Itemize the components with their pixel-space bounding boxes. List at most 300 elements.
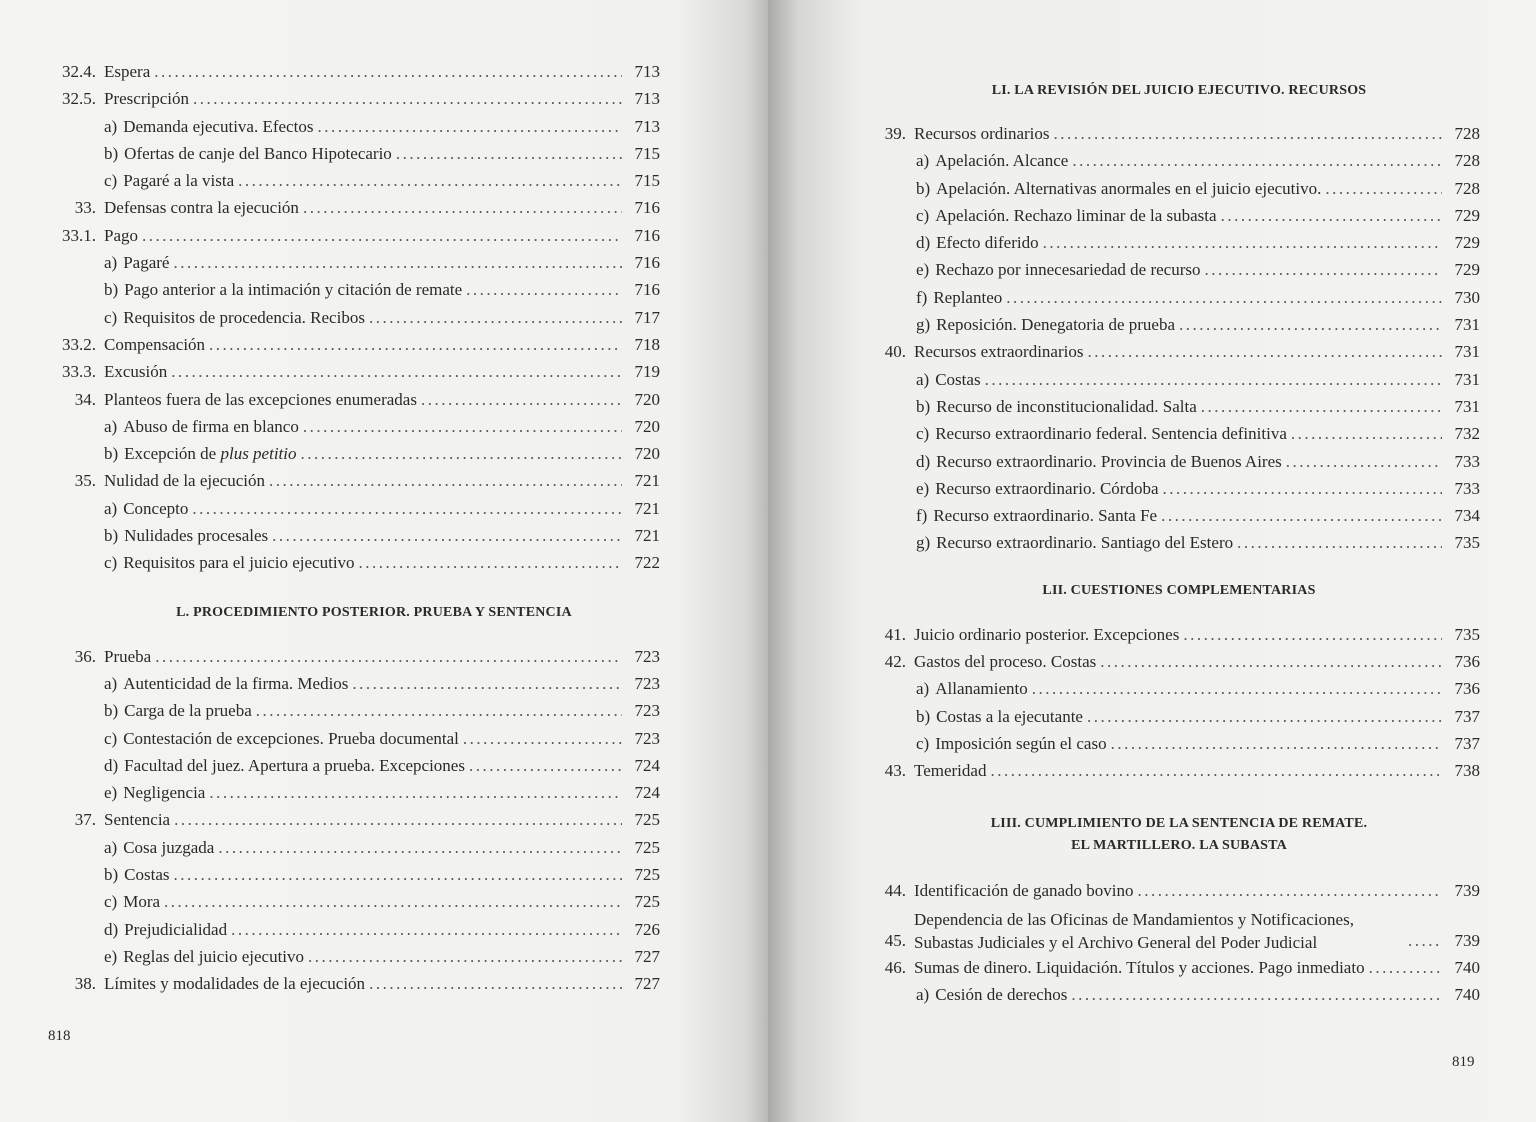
entry-label — [104, 358, 167, 385]
leader-dots — [317, 113, 622, 140]
entry-page: 720 — [634, 444, 660, 464]
entry-page: 726 — [634, 919, 660, 939]
entry-letter: c) — [916, 424, 930, 444]
entry-label — [48, 413, 299, 440]
toc-entry — [48, 85, 660, 112]
page-number: 818 — [48, 1028, 71, 1044]
entry-text: Identificación de ganado bovino — [914, 880, 1134, 900]
toc-entry — [48, 861, 660, 888]
entry-label — [48, 888, 160, 915]
entry-page: 733 — [1454, 451, 1480, 471]
entry-text: Reposición. Denegatoria de prueba — [936, 315, 1176, 335]
entry-text: Prescripción — [104, 89, 189, 109]
entry-label — [878, 475, 1159, 502]
entry-label — [48, 249, 169, 276]
entry-letter: f) — [916, 287, 928, 307]
entry-text: Recurso extraordinario. Provincia de Buenos Aires — [936, 451, 1282, 471]
entry-page: 729 — [1454, 205, 1480, 225]
entry-label — [914, 908, 1404, 954]
entry-page: 716 — [634, 225, 660, 245]
toc-entry — [878, 338, 1480, 365]
toc-entry — [48, 970, 660, 997]
entry-page: 731 — [1454, 369, 1480, 389]
entry-letter: a) — [916, 985, 930, 1005]
leader-dots — [421, 386, 622, 413]
leader-dots — [256, 697, 622, 724]
entry-label — [878, 311, 1175, 338]
entry-page: 728 — [1454, 124, 1480, 143]
entry-page: 734 — [1454, 506, 1480, 526]
entry-page: 732 — [1454, 424, 1480, 444]
leader-dots — [1221, 202, 1442, 229]
toc-entry — [878, 877, 1480, 904]
entry-label — [878, 229, 1039, 256]
entry-page: 724 — [634, 755, 660, 775]
entry-label — [914, 338, 1083, 365]
entry-text: Gastos del proceso. Costas — [914, 652, 1097, 672]
entry-text: Prejudicialidad — [124, 919, 228, 939]
entry-text: Recurso extraordinario. Santiago del Estero — [936, 533, 1234, 553]
entry-page: 721 — [634, 526, 660, 546]
leader-dots — [1286, 448, 1442, 475]
toc-entry — [48, 58, 660, 85]
leader-dots — [1043, 229, 1442, 256]
entry-label — [878, 675, 1028, 702]
leader-dots — [1111, 730, 1442, 757]
toc-entry — [48, 549, 660, 576]
section-title: LI. LA REVISIÓN DEL JUICIO EJECUTIVO. RECURSOS — [991, 83, 1367, 98]
entry-label — [104, 194, 299, 221]
leader-dots — [173, 249, 622, 276]
entry-text: Pago — [104, 225, 138, 245]
entry-text: Excusión — [104, 362, 168, 382]
toc-entry — [48, 725, 660, 752]
toc-entry — [48, 304, 660, 331]
leader-dots — [469, 752, 622, 779]
toc-entry — [878, 757, 1480, 784]
entry-label — [878, 393, 1197, 420]
leader-dots — [1100, 648, 1442, 675]
right-toc — [878, 80, 1480, 1008]
entry-page: 737 — [1454, 706, 1480, 726]
entry-text: Pagaré — [123, 253, 170, 273]
entry-page: 721 — [634, 471, 660, 491]
entry-letter: d) — [916, 451, 931, 471]
leader-dots — [1032, 675, 1442, 702]
entry-page: 720 — [634, 389, 660, 409]
entry-text: Imposición según el caso — [935, 733, 1107, 753]
entry-label — [914, 648, 1096, 675]
entry-number: 35. — [74, 471, 96, 491]
toc-entry — [878, 675, 1480, 702]
leader-dots — [1183, 621, 1442, 648]
entry-page: 731 — [1454, 315, 1480, 335]
entry-label — [48, 779, 205, 806]
entry-page: 736 — [1454, 652, 1480, 672]
leader-dots — [301, 440, 623, 467]
toc-entry — [48, 140, 660, 167]
leader-dots — [359, 549, 622, 576]
toc-entry — [48, 413, 660, 440]
entry-page: 716 — [634, 280, 660, 300]
entry-text: Requisitos para el juicio ejecutivo — [123, 553, 355, 573]
entry-text: Costas a la ejecutante — [936, 706, 1083, 726]
entry-number: 34. — [74, 389, 96, 409]
entry-page: 715 — [634, 171, 660, 191]
toc-entry — [878, 475, 1480, 502]
entry-text: Cesión de derechos — [935, 985, 1068, 1005]
leader-dots — [174, 861, 622, 888]
leader-dots — [1161, 502, 1442, 529]
entry-label — [48, 495, 188, 522]
leader-dots — [154, 58, 622, 85]
leader-dots — [142, 222, 622, 249]
toc-entry — [48, 167, 660, 194]
entry-text: Apelación. Alternativas anormales en el juicio ejecutivo. — [936, 178, 1322, 198]
entry-page: 719 — [634, 362, 660, 382]
entry-text: Recurso extraordinario federal. Sentencia definitiva — [935, 424, 1287, 444]
entry-text: Sentencia — [104, 810, 171, 830]
leader-dots — [164, 888, 622, 915]
entry-page: 728 — [1454, 178, 1480, 198]
entry-page: 725 — [634, 865, 660, 885]
entry-number: 41. — [884, 624, 906, 644]
entry-label — [48, 549, 355, 576]
leader-dots — [369, 970, 622, 997]
toc-entry — [878, 981, 1480, 1008]
entry-letter: e) — [104, 783, 118, 803]
entry-text: Recurso extraordinario. Santa Fe — [933, 506, 1158, 526]
leader-dots — [1179, 311, 1442, 338]
entry-label — [878, 529, 1233, 556]
entry-letter: a) — [104, 116, 118, 136]
entry-letter: c) — [104, 892, 118, 912]
entry-page: 729 — [1454, 233, 1480, 253]
toc-entry — [878, 502, 1480, 529]
leader-dots — [155, 643, 622, 670]
entry-text: Prueba — [104, 646, 152, 666]
leader-dots — [466, 276, 622, 303]
entry-letter: b) — [104, 701, 119, 721]
entry-letter: b) — [104, 143, 119, 163]
leader-dots — [1087, 703, 1442, 730]
leader-dots — [272, 522, 622, 549]
entry-number: 33.2. — [62, 334, 96, 354]
entry-number: 37. — [74, 810, 96, 830]
entry-letter: c) — [104, 728, 118, 748]
toc-entry — [48, 222, 660, 249]
entry-text: Nulidad de la ejecución — [104, 471, 265, 491]
entry-text: Compensación — [104, 334, 206, 354]
leader-dots — [269, 467, 622, 494]
entry-page: 713 — [634, 89, 660, 109]
entry-text: Sumas de dinero. Liquidación. Títulos y acciones. Pago inmediato — [914, 957, 1365, 977]
leader-dots — [1291, 420, 1442, 447]
leader-dots — [1163, 475, 1442, 502]
entry-page: 723 — [634, 701, 660, 721]
entry-page: 728 — [1454, 151, 1480, 171]
entry-text: Concepto — [123, 498, 189, 518]
toc-entry — [48, 386, 660, 413]
toc-list — [48, 58, 660, 577]
entry-label — [104, 58, 150, 85]
entry-page: 736 — [1454, 679, 1480, 699]
entry-number: 36. — [74, 646, 96, 666]
entry-number: 46. — [884, 957, 906, 977]
entry-number: 33.1. — [62, 225, 96, 245]
entry-page: 713 — [634, 62, 660, 81]
entry-label — [48, 943, 304, 970]
entry-label — [48, 440, 297, 467]
entry-text: Costas — [935, 369, 981, 389]
toc-entry — [48, 834, 660, 861]
left-toc — [48, 58, 660, 998]
entry-text: Efecto diferido — [936, 233, 1039, 253]
leader-dots — [192, 495, 622, 522]
entry-letter: b) — [916, 706, 931, 726]
toc-entry — [878, 120, 1480, 147]
entry-letter: c) — [104, 171, 118, 191]
entry-label — [48, 522, 268, 549]
entry-label — [878, 202, 1217, 229]
entry-page: 718 — [634, 334, 660, 354]
entry-page: 738 — [1454, 761, 1480, 781]
leader-dots — [1408, 927, 1442, 954]
toc-entry — [878, 904, 1480, 954]
entry-text: Facultad del juez. Apertura a prueba. Excepciones — [124, 755, 465, 775]
entry-label — [878, 420, 1287, 447]
entry-label — [48, 304, 365, 331]
entry-text: Temeridad — [914, 761, 987, 781]
entry-page: 721 — [634, 498, 660, 518]
toc-entry — [48, 779, 660, 806]
entry-letter: c) — [104, 553, 118, 573]
entry-label — [104, 806, 170, 833]
entry-label — [48, 670, 348, 697]
entry-letter: f) — [916, 506, 928, 526]
entry-page: 735 — [1454, 533, 1480, 553]
entry-text: Recurso extraordinario. Córdoba — [935, 478, 1159, 498]
entry-text: Excepción de — [124, 444, 217, 464]
entry-page: 731 — [1454, 342, 1480, 362]
entry-letter: a) — [104, 673, 118, 693]
entry-text: Nulidades procesales — [124, 526, 269, 546]
leader-dots — [1201, 393, 1442, 420]
toc-entry — [878, 703, 1480, 730]
entry-letter: b) — [916, 178, 931, 198]
entry-letter: d) — [916, 233, 931, 253]
section-title-line: EL MARTILLERO. LA SUBASTA — [1071, 837, 1287, 853]
toc-entry — [878, 393, 1480, 420]
section-title: L. PROCEDIMIENTO POSTERIOR. PRUEBA Y SENTENCIA — [176, 604, 572, 620]
entry-text: Recurso de inconstitucionalidad. Salta — [936, 396, 1197, 416]
entry-label — [914, 954, 1365, 981]
toc-entry — [878, 621, 1480, 648]
entry-letter: b) — [916, 396, 931, 416]
entry-page: 723 — [634, 728, 660, 748]
entry-number: 42. — [884, 652, 906, 672]
entry-letter: a) — [104, 498, 118, 518]
entry-page: 717 — [634, 307, 660, 327]
entry-label — [48, 167, 234, 194]
leader-dots — [174, 806, 622, 833]
entry-label — [914, 621, 1179, 648]
entry-label — [104, 643, 151, 670]
toc-entry — [48, 806, 660, 833]
leader-dots — [231, 916, 622, 943]
entry-label — [104, 970, 365, 997]
entry-letter: a) — [104, 253, 118, 273]
entry-letter: b) — [104, 865, 119, 885]
entry-label — [914, 877, 1134, 904]
entry-label — [878, 981, 1067, 1008]
entry-letter: b) — [104, 444, 119, 464]
leader-dots — [1072, 147, 1442, 174]
toc-entry — [878, 529, 1480, 556]
entry-text: Pagaré a la vista — [123, 171, 235, 191]
entry-label — [878, 256, 1200, 283]
entry-number: 45. — [884, 930, 906, 950]
entry-text: Replanteo — [933, 287, 1003, 307]
toc-entry — [48, 249, 660, 276]
entry-label — [48, 276, 462, 303]
leader-dots — [209, 331, 622, 358]
toc-entry — [48, 276, 660, 303]
entry-page: 739 — [1454, 880, 1480, 900]
toc-entry — [878, 730, 1480, 757]
toc-entry — [48, 113, 660, 140]
leader-dots — [303, 194, 622, 221]
entry-page: 737 — [1454, 733, 1480, 753]
entry-text: Cosa juzgada — [123, 837, 215, 857]
toc-entry — [48, 194, 660, 221]
toc-entry — [878, 648, 1480, 675]
leader-dots — [1204, 256, 1442, 283]
entry-text: Recursos ordinarios — [914, 124, 1050, 143]
entry-label — [48, 725, 459, 752]
toc-entry — [48, 440, 660, 467]
toc-list — [878, 877, 1480, 1009]
page-number: 819 — [1452, 1054, 1475, 1070]
entry-label — [48, 861, 170, 888]
entry-letter: a) — [916, 679, 930, 699]
entry-number: 33. — [74, 198, 96, 218]
leader-dots — [1087, 338, 1442, 365]
entry-label — [878, 147, 1068, 174]
entry-text: Costas — [124, 865, 170, 885]
leader-dots — [1054, 120, 1442, 147]
entry-page: 723 — [634, 646, 660, 666]
entry-letter: e) — [916, 260, 930, 280]
toc-entry — [48, 467, 660, 494]
entry-text: Autenticidad de la firma. Medios — [123, 673, 349, 693]
entry-page: 720 — [634, 416, 660, 436]
entry-page: 724 — [634, 783, 660, 803]
entry-label — [878, 175, 1321, 202]
toc-entry — [878, 954, 1480, 981]
leader-dots — [990, 757, 1442, 784]
entry-text: Recursos extraordinarios — [914, 342, 1084, 362]
entry-page: 725 — [634, 810, 660, 830]
entry-page: 722 — [634, 553, 660, 573]
entry-text: Ofertas de canje del Banco Hipotecario — [124, 143, 392, 163]
entry-letter: g) — [916, 533, 931, 553]
entry-number: 43. — [884, 761, 906, 781]
entry-page: 735 — [1454, 624, 1480, 644]
entry-letter: c) — [104, 307, 118, 327]
entry-text: Juicio ordinario posterior. Excepciones — [914, 624, 1180, 644]
entry-text: Carga de la prueba — [124, 701, 252, 721]
entry-text: Reglas del juicio ejecutivo — [123, 946, 305, 966]
entry-label — [104, 222, 138, 249]
entry-page: 733 — [1454, 478, 1480, 498]
entry-letter: c) — [916, 733, 930, 753]
section-title-block — [878, 813, 1480, 865]
toc-entry — [48, 697, 660, 724]
entry-page: 725 — [634, 837, 660, 857]
leader-dots — [1369, 954, 1442, 981]
entry-page: 725 — [634, 892, 660, 912]
section-title: LII. CUESTIONES COMPLEMENTARIAS — [1042, 582, 1316, 598]
toc-entry — [48, 752, 660, 779]
entry-page: 723 — [634, 673, 660, 693]
entry-label — [104, 386, 417, 413]
entry-label — [878, 284, 1002, 311]
entry-page: 740 — [1454, 957, 1480, 977]
entry-text: Rechazo por innecesariedad de recurso — [935, 260, 1201, 280]
leader-dots — [369, 304, 622, 331]
toc-entry — [48, 888, 660, 915]
entry-page: 731 — [1454, 396, 1480, 416]
leader-dots — [193, 85, 622, 112]
entry-text-italic: plus petitio — [220, 444, 297, 464]
leader-dots — [1237, 529, 1442, 556]
entry-label — [878, 502, 1157, 529]
entry-label — [48, 752, 465, 779]
entry-letter: a) — [916, 151, 930, 171]
toc-entry — [48, 495, 660, 522]
toc-entry — [878, 229, 1480, 256]
entry-page: 715 — [634, 143, 660, 163]
entry-page: 713 — [634, 116, 660, 136]
entry-text: Mora — [123, 892, 161, 912]
toc-entry — [48, 358, 660, 385]
entry-letter: d) — [104, 755, 119, 775]
entry-text: Dependencia de las Oficinas de Mandamientos y Notificaciones, Subastas Judiciales y el Archivo General del Poder Judicial — [914, 909, 1354, 952]
entry-text: Defensas contra la ejecución — [104, 198, 299, 218]
entry-label — [104, 85, 189, 112]
entry-letter: a) — [104, 416, 118, 436]
entry-label — [48, 140, 392, 167]
toc-entry — [878, 202, 1480, 229]
entry-number: 40. — [884, 342, 906, 362]
leader-dots — [209, 779, 622, 806]
toc-entry — [878, 448, 1480, 475]
toc-entry — [878, 420, 1480, 447]
entry-letter: d) — [104, 919, 119, 939]
leader-dots — [985, 366, 1442, 393]
entry-page: 729 — [1454, 260, 1480, 280]
leader-dots — [1071, 981, 1442, 1008]
entry-text: Planteos fuera de las excepciones enumeradas — [104, 389, 417, 409]
entry-number: 32.5. — [62, 89, 96, 109]
toc-entry — [48, 916, 660, 943]
entry-text: Espera — [104, 62, 151, 81]
entry-letter: b) — [104, 280, 119, 300]
leader-dots — [171, 358, 622, 385]
toc-list — [878, 120, 1480, 557]
entry-label — [878, 448, 1282, 475]
